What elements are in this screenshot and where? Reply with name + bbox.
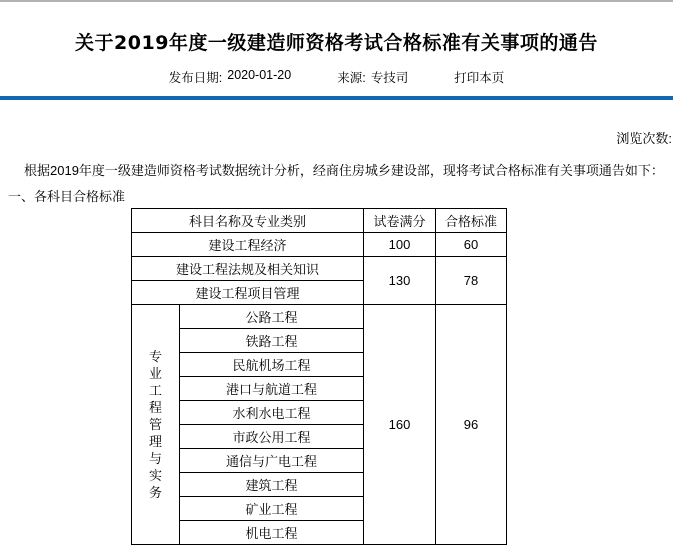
source-label: 来源: xyxy=(337,71,366,85)
notice-paragraph: 根据2019年度一级建造师资格考试数据统计分析，经商住房城乡建设部，现将考试合格标准有关事项通告如下： xyxy=(24,163,664,178)
cell-management-name: 建设工程项目管理 xyxy=(132,281,364,305)
top-border-line xyxy=(0,0,673,2)
cell-specialty-name: 民航机场工程 xyxy=(180,353,364,377)
cell-specialty-name: 铁路工程 xyxy=(180,329,364,353)
column-header-full-score: 试卷满分 xyxy=(364,209,436,233)
article-meta-bar xyxy=(0,68,673,86)
table-row-economy xyxy=(132,233,507,257)
cell-economy-name: 建设工程经济 xyxy=(132,233,364,257)
cell-specialty-name: 建筑工程 xyxy=(180,473,364,497)
page-title: 关于2019年度一级建造师资格考试合格标准有关事项的通告 xyxy=(75,32,598,54)
publish-date xyxy=(169,68,291,86)
cell-regulations-management-full-score: 130 xyxy=(364,257,436,305)
section-heading: 一、各科目合格标准 xyxy=(8,189,126,204)
cell-specialty-pass-score: 96 xyxy=(436,305,507,545)
source xyxy=(337,68,408,86)
cell-economy-pass-score: 60 xyxy=(436,233,507,257)
publish-date-label: 发布日期: xyxy=(168,71,223,85)
cell-specialty-name: 市政公用工程 xyxy=(180,425,364,449)
cell-specialty-group-label: 专业工程管理与实务 xyxy=(132,305,180,545)
print-page-link[interactable]: 打印本页 xyxy=(454,71,505,85)
table-row-regulations xyxy=(132,257,507,281)
cell-specialty-name: 公路工程 xyxy=(180,305,364,329)
view-count-label: 浏览次数: xyxy=(616,131,672,146)
blue-divider xyxy=(0,96,673,100)
cell-regulations-management-pass-score: 78 xyxy=(436,257,507,305)
cell-economy-full-score: 100 xyxy=(364,233,436,257)
cell-specialty-name: 通信与广电工程 xyxy=(180,449,364,473)
cell-specialty-name: 水利水电工程 xyxy=(180,401,364,425)
cell-specialty-name: 机电工程 xyxy=(180,521,364,545)
cell-specialty-full-score: 160 xyxy=(364,305,436,545)
column-header-subject: 科目名称及专业类别 xyxy=(132,209,364,233)
cell-regulations-name: 建设工程法规及相关知识 xyxy=(132,257,364,281)
column-header-pass-score: 合格标准 xyxy=(436,209,507,233)
specialty-row xyxy=(132,305,507,329)
table-header-row xyxy=(132,209,507,233)
pass-standards-table xyxy=(131,208,507,545)
source-value: 专技司 xyxy=(370,71,409,85)
publish-date-value: 2020-01-20 xyxy=(227,68,292,82)
cell-specialty-name: 矿业工程 xyxy=(180,497,364,521)
cell-specialty-name: 港口与航道工程 xyxy=(180,377,364,401)
